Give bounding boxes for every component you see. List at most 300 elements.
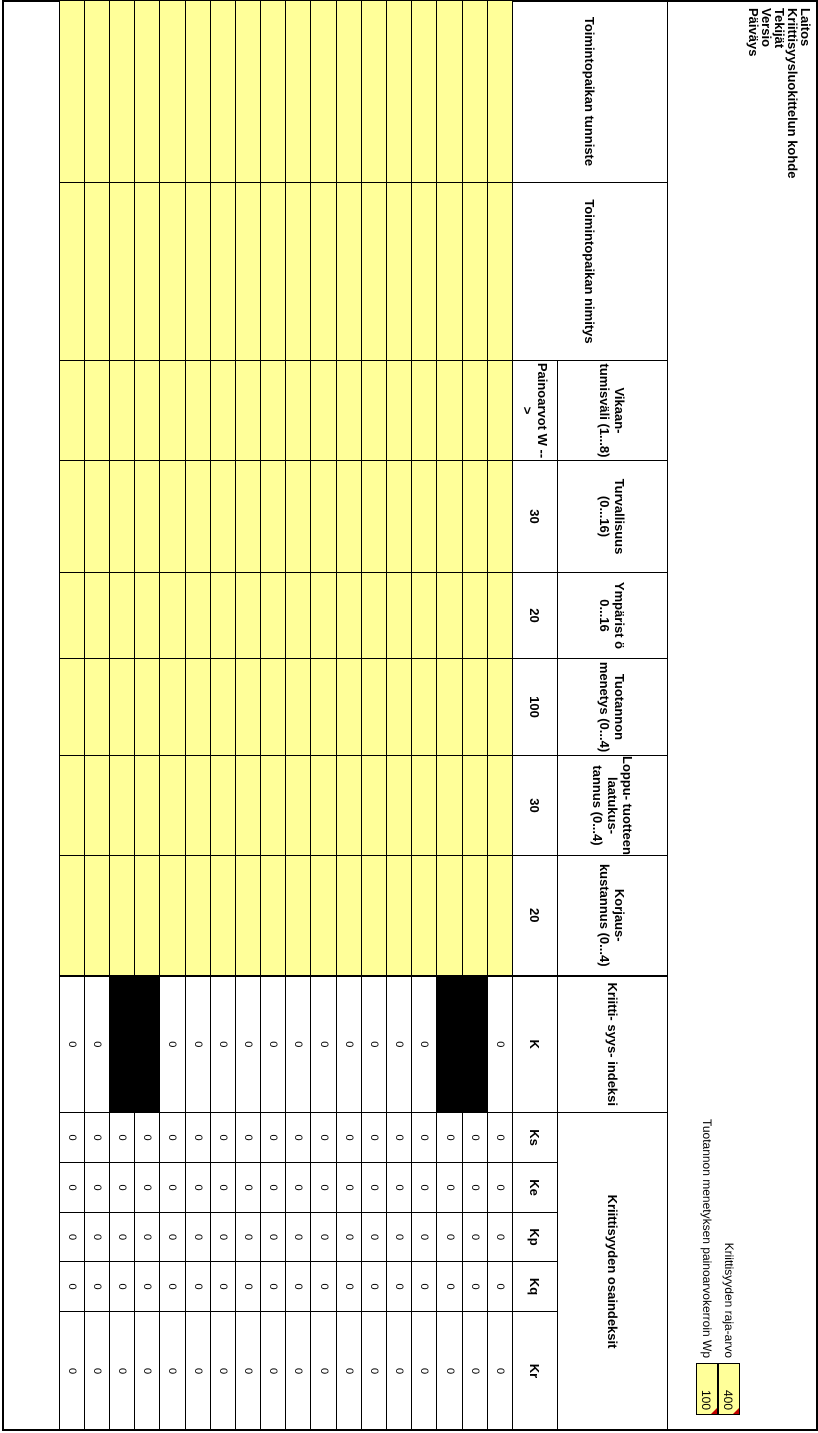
raja-value-cell[interactable]	[718, 1363, 740, 1415]
input-cell[interactable]	[487, 183, 512, 361]
ks-cell: 0	[387, 1113, 412, 1163]
input-cell[interactable]	[160, 756, 185, 856]
ke-cell: 0	[135, 1163, 160, 1213]
input-cell[interactable]	[387, 756, 412, 856]
input-cell[interactable]	[437, 461, 462, 573]
header-vikaantumis: Vikaan- tumisväli (1...8)	[558, 361, 668, 461]
table-row	[261, 1, 286, 1431]
input-cell[interactable]	[286, 856, 311, 976]
k-cell: 0	[261, 976, 286, 1113]
header-tuotanto: Tuotannon menetys (0...4)	[558, 659, 668, 756]
input-cell[interactable]	[59, 573, 84, 659]
input-cell[interactable]	[336, 1, 361, 183]
ke-cell: 0	[59, 1163, 84, 1213]
comment-marker-icon	[711, 1408, 717, 1414]
kq-cell: 0	[135, 1262, 160, 1312]
ke-cell: 0	[210, 1163, 235, 1213]
input-cell[interactable]	[487, 1, 512, 183]
kp-cell: 0	[361, 1213, 386, 1262]
subheader-k: K	[513, 976, 558, 1113]
input-cell[interactable]	[336, 361, 361, 461]
input-cell[interactable]	[110, 1, 135, 183]
ke-cell: 0	[437, 1163, 462, 1213]
subheader-kp: Kp	[513, 1213, 558, 1262]
input-cell[interactable]	[135, 856, 160, 976]
ke-cell: 0	[311, 1163, 336, 1213]
input-cell[interactable]	[160, 461, 185, 573]
input-cell[interactable]	[437, 183, 462, 361]
input-cell[interactable]	[387, 361, 412, 461]
input-cell[interactable]	[412, 1, 437, 183]
input-cell[interactable]	[462, 573, 487, 659]
input-cell[interactable]	[185, 756, 210, 856]
input-cell[interactable]	[336, 183, 361, 361]
input-cell[interactable]	[84, 573, 109, 659]
input-cell[interactable]	[462, 461, 487, 573]
input-cell[interactable]	[286, 461, 311, 573]
kr-cell: 0	[110, 1312, 135, 1431]
raja-value: 400	[721, 1389, 735, 1410]
input-cell[interactable]	[84, 1, 109, 183]
input-cell[interactable]	[110, 461, 135, 573]
ks-cell: 0	[59, 1113, 84, 1163]
input-cell[interactable]	[235, 461, 260, 573]
input-cell[interactable]	[462, 756, 487, 856]
input-cell[interactable]	[59, 756, 84, 856]
input-cell[interactable]	[437, 361, 462, 461]
input-cell[interactable]	[387, 856, 412, 976]
kr-cell: 0	[387, 1312, 412, 1431]
meta-tekijat: Tekijät	[772, 8, 787, 49]
input-cell[interactable]	[487, 659, 512, 756]
kq-cell: 0	[437, 1262, 462, 1312]
input-cell[interactable]	[135, 183, 160, 361]
kp-cell: 0	[59, 1213, 84, 1262]
input-cell[interactable]	[235, 659, 260, 756]
input-cell[interactable]	[110, 856, 135, 976]
input-cell[interactable]	[210, 1, 235, 183]
input-cell[interactable]	[185, 361, 210, 461]
kp-cell: 0	[487, 1213, 512, 1262]
input-cell[interactable]	[235, 573, 260, 659]
meta-laitos: Laitos	[798, 8, 813, 47]
input-cell[interactable]	[412, 856, 437, 976]
input-cell[interactable]	[311, 361, 336, 461]
table-row	[487, 1, 512, 1431]
input-cell[interactable]	[160, 659, 185, 756]
wp-value-cell[interactable]	[696, 1363, 718, 1415]
input-cell[interactable]	[185, 856, 210, 976]
kp-cell: 0	[311, 1213, 336, 1262]
input-cell[interactable]	[462, 361, 487, 461]
input-cell[interactable]	[59, 856, 84, 976]
kp-cell: 0	[110, 1213, 135, 1262]
input-cell[interactable]	[437, 1, 462, 183]
kr-cell: 0	[210, 1312, 235, 1431]
input-cell[interactable]	[235, 1, 260, 183]
k-cell: 0	[361, 976, 386, 1113]
kp-cell: 0	[135, 1213, 160, 1262]
input-cell[interactable]	[311, 756, 336, 856]
kp-cell: 0	[286, 1213, 311, 1262]
k-cell: 0	[487, 976, 512, 1113]
input-cell[interactable]	[462, 856, 487, 976]
kp-cell: 0	[210, 1213, 235, 1262]
meta-paivays: Päiväys	[746, 8, 761, 57]
input-cell[interactable]	[487, 361, 512, 461]
input-cell[interactable]	[387, 659, 412, 756]
k-cell: 0	[160, 976, 185, 1113]
k-cell: 0	[185, 976, 210, 1113]
weight-laatu: 30	[513, 756, 558, 856]
kr-cell: 0	[235, 1312, 260, 1431]
kq-cell: 0	[110, 1262, 135, 1312]
kr-cell: 0	[135, 1312, 160, 1431]
kr-cell: 0	[361, 1312, 386, 1431]
ks-cell: 0	[110, 1113, 135, 1163]
input-cell[interactable]	[311, 1, 336, 183]
k-cell: 0	[336, 976, 361, 1113]
input-cell[interactable]	[135, 756, 160, 856]
table-row	[361, 1, 386, 1431]
k-cell: 0	[84, 976, 109, 1113]
input-cell[interactable]	[261, 856, 286, 976]
kp-cell: 0	[185, 1213, 210, 1262]
weight-tuotanto: 100	[513, 659, 558, 756]
input-cell[interactable]	[261, 361, 286, 461]
input-cell[interactable]	[84, 461, 109, 573]
ke-cell: 0	[84, 1163, 109, 1213]
input-cell[interactable]	[84, 361, 109, 461]
table-row	[235, 1, 260, 1431]
kp-cell: 0	[160, 1213, 185, 1262]
input-cell[interactable]	[311, 573, 336, 659]
wp-value: 100	[699, 1389, 713, 1410]
table-row	[336, 1, 361, 1431]
kq-cell: 0	[286, 1262, 311, 1312]
input-cell[interactable]	[261, 183, 286, 361]
kr-cell: 0	[336, 1312, 361, 1431]
header-nimitys: Toimintopaikan nimitys	[513, 183, 668, 361]
kr-cell: 0	[286, 1312, 311, 1431]
kr-cell: 0	[59, 1312, 84, 1431]
table-row	[387, 1, 412, 1431]
ks-cell: 0	[210, 1113, 235, 1163]
kr-cell: 0	[84, 1312, 109, 1431]
kq-cell: 0	[487, 1262, 512, 1312]
input-cell[interactable]	[336, 756, 361, 856]
kr-cell: 0	[311, 1312, 336, 1431]
input-cell[interactable]	[261, 461, 286, 573]
table-row	[210, 1, 235, 1431]
subheader-kr: Kr	[513, 1312, 558, 1431]
ks-cell: 0	[462, 1113, 487, 1163]
meta-kohde: Kriittisyysluokittelun kohde	[785, 8, 800, 179]
kr-cell: 0	[160, 1312, 185, 1431]
table-row	[84, 1, 109, 1431]
input-cell[interactable]	[210, 659, 235, 756]
input-cell[interactable]	[210, 461, 235, 573]
header-turvallisuus: Turvallisuus (0...16)	[558, 461, 668, 573]
subheader-kq: Kq	[513, 1262, 558, 1312]
input-cell[interactable]	[235, 183, 260, 361]
input-cell[interactable]	[311, 461, 336, 573]
input-cell[interactable]	[487, 461, 512, 573]
input-cell[interactable]	[361, 1, 386, 183]
input-cell[interactable]	[185, 573, 210, 659]
input-cell[interactable]	[361, 856, 386, 976]
k-cell: 0	[412, 976, 437, 1113]
kr-cell: 0	[462, 1312, 487, 1431]
kp-cell: 0	[84, 1213, 109, 1262]
input-cell[interactable]	[361, 183, 386, 361]
ks-cell: 0	[487, 1113, 512, 1163]
kq-cell: 0	[311, 1262, 336, 1312]
input-cell[interactable]	[311, 183, 336, 361]
input-cell[interactable]	[235, 856, 260, 976]
input-cell[interactable]	[387, 183, 412, 361]
ks-cell: 0	[235, 1113, 260, 1163]
header-ymparisto: Ympärist ö 0...16	[558, 573, 668, 659]
k-cell	[437, 976, 462, 1113]
ke-cell: 0	[261, 1163, 286, 1213]
input-cell[interactable]	[286, 756, 311, 856]
kq-cell: 0	[185, 1262, 210, 1312]
ks-cell: 0	[437, 1113, 462, 1163]
kp-cell: 0	[387, 1213, 412, 1262]
input-cell[interactable]	[412, 573, 437, 659]
input-cell[interactable]	[210, 183, 235, 361]
input-cell[interactable]	[160, 573, 185, 659]
input-cell[interactable]	[59, 461, 84, 573]
input-cell[interactable]	[336, 659, 361, 756]
input-cell[interactable]	[59, 183, 84, 361]
k-cell: 0	[210, 976, 235, 1113]
ke-cell: 0	[487, 1163, 512, 1213]
input-cell[interactable]	[361, 756, 386, 856]
ks-cell: 0	[336, 1113, 361, 1163]
input-cell[interactable]	[185, 183, 210, 361]
kp-cell: 0	[261, 1213, 286, 1262]
input-cell[interactable]	[59, 1, 84, 183]
weight-ymparisto: 20	[513, 573, 558, 659]
kq-cell: 0	[59, 1262, 84, 1312]
ke-cell: 0	[235, 1163, 260, 1213]
subheader-ks: Ks	[513, 1113, 558, 1163]
ke-cell: 0	[336, 1163, 361, 1213]
input-cell[interactable]	[311, 856, 336, 976]
table-row	[185, 1, 210, 1431]
header-laatu: Loppu- tuotteen laatukus- tannus (0...4)	[558, 756, 668, 856]
wp-label: Tuotannon menetyksen painoarvokerroin Wp	[700, 1118, 714, 1358]
input-cell[interactable]	[185, 659, 210, 756]
k-cell: 0	[311, 976, 336, 1113]
kr-cell: 0	[437, 1312, 462, 1431]
input-cell[interactable]	[336, 461, 361, 573]
table-row	[412, 1, 437, 1431]
input-cell[interactable]	[437, 573, 462, 659]
ks-cell: 0	[185, 1113, 210, 1163]
input-cell[interactable]	[135, 1, 160, 183]
input-cell[interactable]	[412, 361, 437, 461]
input-cell[interactable]	[387, 461, 412, 573]
ke-cell: 0	[361, 1163, 386, 1213]
table-row	[311, 1, 336, 1431]
table-row	[110, 1, 135, 1431]
kq-cell: 0	[235, 1262, 260, 1312]
kq-cell: 0	[84, 1262, 109, 1312]
input-cell[interactable]	[261, 659, 286, 756]
k-cell: 0	[387, 976, 412, 1113]
input-cell[interactable]	[235, 361, 260, 461]
input-cell[interactable]	[336, 856, 361, 976]
input-cell[interactable]	[412, 659, 437, 756]
meta-versio: Versio	[759, 8, 774, 48]
input-cell[interactable]	[286, 573, 311, 659]
kr-cell: 0	[412, 1312, 437, 1431]
raja-label: Kriittisyyden raja-arvo	[722, 1242, 736, 1358]
k-cell	[110, 976, 135, 1113]
kq-cell: 0	[412, 1262, 437, 1312]
input-cell[interactable]	[336, 573, 361, 659]
input-cell[interactable]	[84, 756, 109, 856]
header-korjaus: Korjaus- kustannus (0...4)	[558, 856, 668, 976]
kq-cell: 0	[261, 1262, 286, 1312]
kq-cell: 0	[361, 1262, 386, 1312]
k-cell: 0	[59, 976, 84, 1113]
ke-cell: 0	[160, 1163, 185, 1213]
header-osaindeksit: Kriittisyyden osaindeksit	[558, 1113, 668, 1431]
input-cell[interactable]	[59, 361, 84, 461]
ke-cell: 0	[110, 1163, 135, 1213]
input-cell[interactable]	[361, 461, 386, 573]
input-cell[interactable]	[210, 756, 235, 856]
ke-cell: 0	[286, 1163, 311, 1213]
table-row	[59, 1, 84, 1431]
k-cell	[135, 976, 160, 1113]
input-cell[interactable]	[387, 573, 412, 659]
k-cell: 0	[235, 976, 260, 1113]
input-cell[interactable]	[160, 361, 185, 461]
input-cell[interactable]	[110, 183, 135, 361]
kr-cell: 0	[261, 1312, 286, 1431]
input-cell[interactable]	[84, 183, 109, 361]
ks-cell: 0	[135, 1113, 160, 1163]
header-tunniste: Toimintopaikan tunniste	[513, 1, 668, 183]
input-cell[interactable]	[210, 856, 235, 976]
input-cell[interactable]	[135, 573, 160, 659]
input-cell[interactable]	[160, 1, 185, 183]
criticality-table	[59, 0, 668, 1431]
input-cell[interactable]	[59, 659, 84, 756]
input-cell[interactable]	[487, 856, 512, 976]
input-cell[interactable]	[261, 1, 286, 183]
table-row	[437, 1, 462, 1431]
input-cell[interactable]	[210, 573, 235, 659]
input-cell[interactable]	[110, 573, 135, 659]
input-cell[interactable]	[84, 856, 109, 976]
subheader-ke: Ke	[513, 1163, 558, 1213]
kp-cell: 0	[235, 1213, 260, 1262]
input-cell[interactable]	[412, 461, 437, 573]
input-cell[interactable]	[185, 1, 210, 183]
input-cell[interactable]	[210, 361, 235, 461]
kp-cell: 0	[412, 1213, 437, 1262]
input-cell[interactable]	[361, 361, 386, 461]
comment-marker-icon	[733, 1408, 739, 1414]
input-cell[interactable]	[286, 183, 311, 361]
kq-cell: 0	[160, 1262, 185, 1312]
weight-korjaus: 20	[513, 856, 558, 976]
input-cell[interactable]	[387, 1, 412, 183]
ks-cell: 0	[311, 1113, 336, 1163]
ks-cell: 0	[286, 1113, 311, 1163]
input-cell[interactable]	[286, 1, 311, 183]
ke-cell: 0	[412, 1163, 437, 1213]
kq-cell: 0	[462, 1262, 487, 1312]
input-cell[interactable]	[84, 659, 109, 756]
input-cell[interactable]	[286, 659, 311, 756]
input-cell[interactable]	[311, 659, 336, 756]
input-cell[interactable]	[286, 361, 311, 461]
input-cell[interactable]	[437, 659, 462, 756]
weight-turvallisuus: 30	[513, 461, 558, 573]
input-cell[interactable]	[261, 573, 286, 659]
input-cell[interactable]	[235, 756, 260, 856]
kq-cell: 0	[387, 1262, 412, 1312]
k-cell: 0	[286, 976, 311, 1113]
input-cell[interactable]	[135, 461, 160, 573]
input-cell[interactable]	[462, 659, 487, 756]
ks-cell: 0	[412, 1113, 437, 1163]
input-cell[interactable]	[487, 756, 512, 856]
input-cell[interactable]	[160, 856, 185, 976]
ke-cell: 0	[462, 1163, 487, 1213]
input-cell[interactable]	[361, 573, 386, 659]
input-cell[interactable]	[185, 461, 210, 573]
input-cell[interactable]	[462, 183, 487, 361]
input-cell[interactable]	[462, 1, 487, 183]
ke-cell: 0	[185, 1163, 210, 1213]
input-cell[interactable]	[437, 856, 462, 976]
kp-cell: 0	[462, 1213, 487, 1262]
table-row	[462, 1, 487, 1431]
kr-cell: 0	[487, 1312, 512, 1431]
input-cell[interactable]	[135, 659, 160, 756]
ks-cell: 0	[84, 1113, 109, 1163]
ke-cell: 0	[387, 1163, 412, 1213]
kr-cell: 0	[185, 1312, 210, 1431]
input-cell[interactable]	[361, 659, 386, 756]
k-cell	[462, 976, 487, 1113]
input-cell[interactable]	[412, 756, 437, 856]
input-cell[interactable]	[110, 361, 135, 461]
input-cell[interactable]	[487, 573, 512, 659]
weights-label: Painoarvot W -->	[513, 361, 558, 461]
input-cell[interactable]	[110, 756, 135, 856]
input-cell[interactable]	[412, 183, 437, 361]
input-cell[interactable]	[437, 756, 462, 856]
table-row	[135, 1, 160, 1431]
input-cell[interactable]	[261, 756, 286, 856]
input-cell[interactable]	[110, 659, 135, 756]
table-row	[286, 1, 311, 1431]
input-cell[interactable]	[160, 183, 185, 361]
header-indeksi: Kriitti- syys- indeksi	[558, 976, 668, 1113]
input-cell[interactable]	[135, 361, 160, 461]
ks-cell: 0	[160, 1113, 185, 1163]
ks-cell: 0	[261, 1113, 286, 1163]
